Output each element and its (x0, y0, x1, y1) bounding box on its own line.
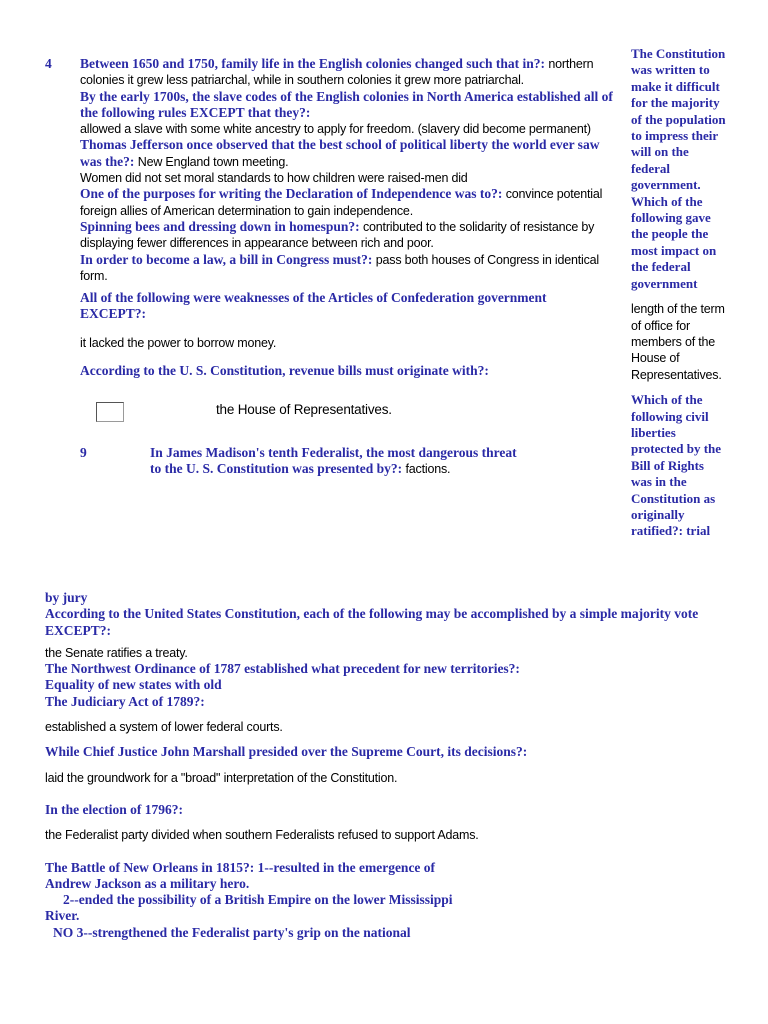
answer-text: the House of Representatives. (216, 402, 392, 417)
question-text: The Northwest Ordinance of 1787 established what precedent for new territories?: (45, 661, 520, 677)
answer-text: the Senate ratifies a treaty. (45, 645, 188, 660)
question-block-1 (80, 56, 615, 89)
question-text: Andrew Jackson as a military hero. (45, 875, 250, 891)
side-question-text: The Constitution was written to make it difficult for the majority of the population to impress their will on the federal government. Which of the following gave the people the most impact on the federal government (631, 46, 726, 291)
item-number-4: 4 (45, 56, 52, 71)
answer-text: contributed to the solidarity of resistance by displaying fewer differences in appearance between rich and poor. (80, 219, 595, 251)
side-question-text: Which of the following civil liberties protected by the Bill of Rights was in the Constitution as originally ratified?: trial (631, 392, 722, 539)
answer-text: northern colonies it grew less patriarchal, while in southern colonies it grew more patriarchal. (80, 57, 594, 88)
answer-text-bold: Equality of new states with old (45, 677, 222, 693)
answer-text: convince potential foreign allies of American determination to gain independence. (80, 187, 603, 218)
answer-text: it lacked the power to borrow money. (80, 335, 277, 350)
main-column (80, 56, 615, 379)
answer-text: established a system of lower federal courts. (45, 720, 283, 735)
bottom-section (45, 590, 735, 941)
question-text: In order to become a law, a bill in Congress must?: (80, 251, 373, 267)
answer-text: factions. (405, 462, 451, 477)
question-text: While Chief Justice John Marshall presided over the Supreme Court, its decisions?: (45, 744, 528, 760)
question-text: River. (45, 908, 80, 924)
answer-text: laid the groundwork for a "broad" interpretation of the Constitution. (45, 770, 398, 785)
question-text: In James Madison's tenth Federalist, the most dangerous threat (150, 445, 517, 460)
question-block-9 (150, 445, 570, 478)
side-column (631, 46, 727, 540)
question-text: Thomas Jefferson once observed that the best school of political liberty the world ever saw was the?: (80, 137, 600, 169)
question-block-6 (80, 252, 615, 285)
question-text: Spinning bees and dressing down in homespun?: (80, 218, 360, 234)
continued-answer: by jury (45, 590, 88, 605)
answer-text: Women did not set moral standards to how children were raised-men did (80, 171, 468, 186)
answer-text: the Federalist party divided when southern Federalists refused to support Adams. (45, 828, 479, 843)
question-text: According to the United States Constitution, each of the following may be accomplished by a simple majority vote EXCEPT?: (45, 606, 699, 638)
question-block-5 (80, 219, 615, 252)
question-text: to the U. S. Constitution was presented by?: (150, 461, 403, 477)
item-number-9: 9 (80, 445, 87, 460)
side-answer-text: length of the term of office for members of the House of Representatives. (631, 302, 725, 382)
question-text: By the early 1700s, the slave codes of the English colonies in North America established all of the following rules EXCEPT that they?: (80, 88, 613, 120)
question-text: Between 1650 and 1750, family life in the English colonies changed such that in?: (80, 56, 546, 71)
question-text: In the election of 1796?: (45, 801, 183, 817)
question-text: The Battle of New Orleans in 1815?: 1--resulted in the emergence of (45, 859, 436, 875)
answer-text: pass both houses of Congress in identical form. (80, 252, 599, 283)
question-block-3 (80, 137, 615, 170)
question-text: All of the following were weaknesses of the Articles of Confederation government EXCEPT?: (80, 290, 547, 322)
question-text: The Judiciary Act of 1789?: (45, 693, 205, 709)
answer-checkbox[interactable] (96, 402, 124, 422)
question-text: One of the purposes for writing the Declaration of Independence was to?: (80, 186, 503, 202)
question-block-4 (80, 186, 615, 219)
answer-text: allowed a slave with some white ancestry to apply for freedom. (slavery did become permanent) (80, 122, 591, 137)
answer-text: New England town meeting. (137, 154, 289, 169)
question-text: 2--ended the possibility of a British Empire on the lower Mississippi (63, 892, 453, 908)
question-text: NO 3--strengthened the Federalist party's grip on the national (53, 924, 411, 940)
question-text: According to the U. S. Constitution, revenue bills must originate with?: (80, 363, 489, 379)
